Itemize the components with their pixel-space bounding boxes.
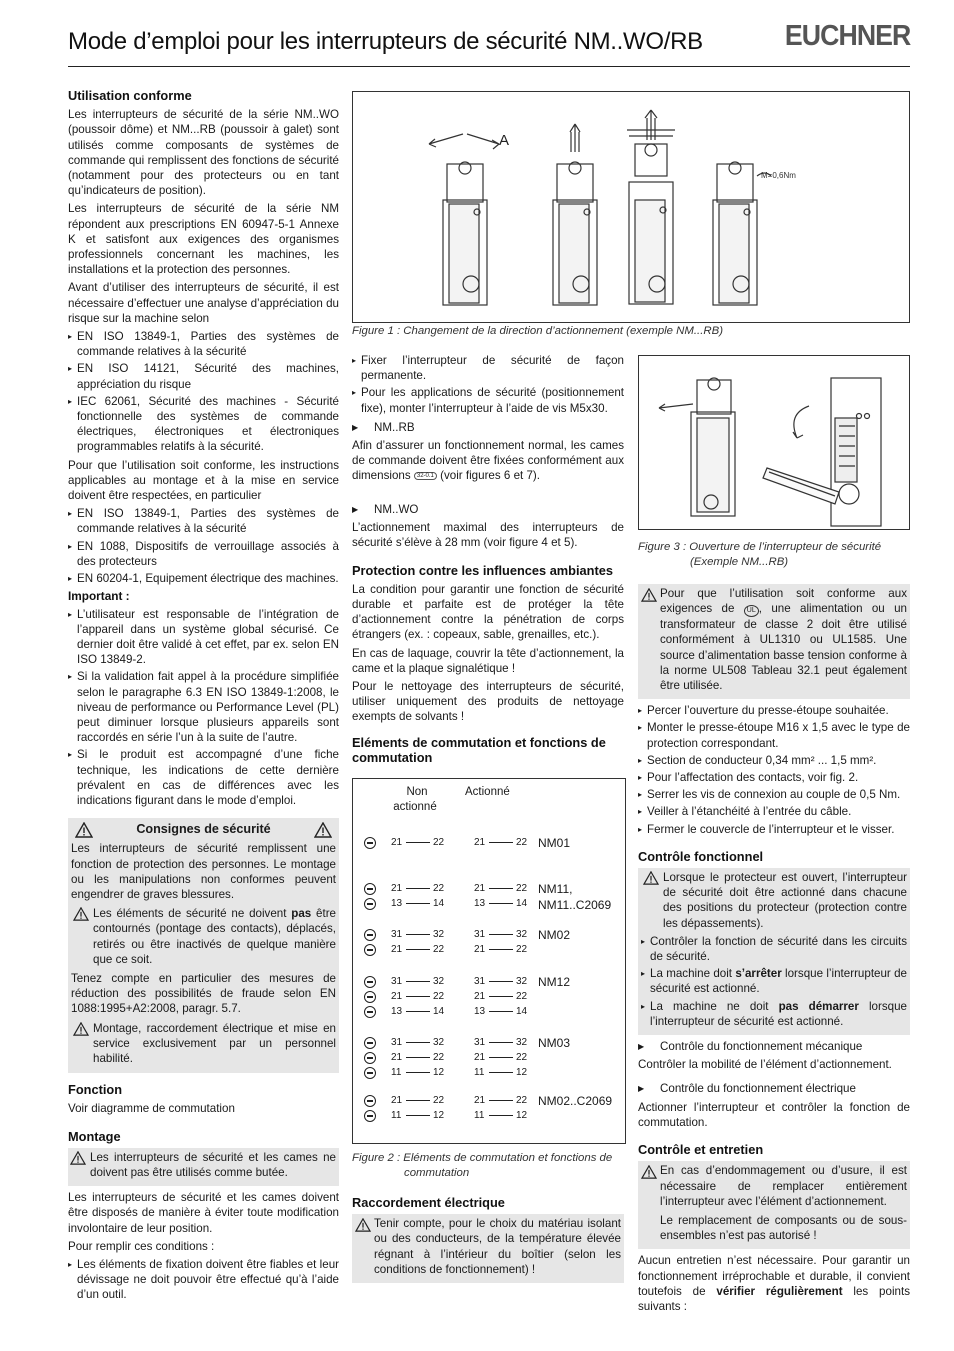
contact-line bbox=[406, 949, 430, 951]
warning-text: Les interrupteurs de sécurité et les cames ne doivent pas être utilisés comme butée. bbox=[90, 1150, 336, 1179]
contact-number: 31 bbox=[474, 976, 486, 987]
contact-number: 21 bbox=[474, 1095, 486, 1106]
mech-check-label: ▶ Contrôle du fonctionnement mécanique bbox=[638, 1039, 910, 1054]
standards-list bbox=[68, 329, 339, 455]
contact-number: 31 bbox=[391, 929, 403, 940]
page-title: Mode d’emploi pour les interrupteurs de sécurité NM..WO/RB bbox=[68, 28, 703, 55]
contact-line bbox=[406, 842, 430, 844]
contact-line bbox=[489, 842, 513, 844]
switch-type-label: NM01 bbox=[538, 836, 571, 850]
contact-line bbox=[406, 1042, 430, 1044]
warning-text: Pour que l’utilisation soit conforme aux exigences de UL , une alimentation ou un transformateur de classe 2 doit être utilisé conformément à UL1310 ou UL1585. Une source d’alimentation basse tension conforme à la norme UL508 Tableau 32.1 peut également être utilisée. bbox=[660, 587, 907, 693]
contact-line bbox=[489, 903, 513, 905]
warning-icon bbox=[641, 1165, 657, 1179]
dimension-badge: 32-0.1 bbox=[414, 472, 437, 480]
contact-number: 11 bbox=[391, 1110, 402, 1121]
paragraph: Afin d’assurer un fonctionnement normal, les cames de commande doivent être fixées conformément aux dimensions 32-0.1 (voir figures 6 et 7). bbox=[352, 439, 624, 483]
list-item: ▸ Si la validation fait appel à la procédure simplifiée selon le paragraphe 6.3 EN ISO 13849-1:2008, le niveau de performance ou Performance Level (PL) peut diminuer lorsque plusieurs appareils sont raccordés en série l’un à la suite de l’autre. bbox=[68, 669, 339, 745]
contact-number: 32 bbox=[516, 976, 528, 987]
contact-symbol-icon bbox=[364, 929, 376, 941]
contact-number: 21 bbox=[391, 991, 403, 1002]
contact-number: 14 bbox=[516, 1006, 528, 1017]
warning-text: Montage, raccordement électrique et mise en service exclusivement par un personnel habilité. bbox=[93, 1021, 336, 1065]
warning-note bbox=[71, 906, 336, 967]
list-item: ▸ Monter le presse-étoupe M16 x 1,5 avec le type de protection correspondant. bbox=[638, 720, 910, 750]
contact-number: 22 bbox=[516, 944, 528, 955]
switch-type-label: NM11, bbox=[538, 882, 573, 896]
paragraph: Pour que l’utilisation soit conforme, les instructions applicables au montage et à la mise en service doivent être respectées, en particulier bbox=[68, 458, 339, 503]
ul-warning bbox=[638, 584, 910, 699]
contact-number: 12 bbox=[433, 1067, 445, 1078]
fixing-list bbox=[352, 353, 624, 416]
contact-number: 14 bbox=[433, 898, 445, 909]
warning-icon bbox=[70, 1151, 86, 1165]
list-item: ▸ Fixer l’interrupteur de sécurité de façon permanente. bbox=[352, 353, 624, 383]
column-middle bbox=[352, 353, 624, 769]
contact-number: 22 bbox=[433, 991, 445, 1002]
contact-symbol-icon bbox=[364, 1095, 376, 1107]
contact-number: 13 bbox=[474, 898, 486, 909]
contact-number: 32 bbox=[433, 929, 445, 940]
list-item: ▸ Serrer les vis de connexion au couple de 0,5 Nm. bbox=[638, 787, 910, 802]
switch-type-label: NM02..C2069 bbox=[538, 1094, 613, 1108]
figure-1 bbox=[352, 91, 910, 323]
heading-raccordement: Raccordement électrique bbox=[352, 1195, 505, 1210]
paragraph: La condition pour garantir une fonction de sécurité durable et parfaite est de protéger la tête d’actionnement contre la pénétration de corps étrangers (ex. : copeaux, sable, grenailles, etc.). bbox=[352, 582, 624, 642]
safety-box bbox=[68, 818, 339, 1073]
list-item: ▸ Percer l’ouverture du presse-étoupe souhaitée. bbox=[638, 703, 910, 718]
column-right bbox=[638, 582, 910, 1317]
warning-icon bbox=[73, 1022, 89, 1036]
contact-number: 11 bbox=[391, 1067, 402, 1078]
contact-line bbox=[489, 1042, 513, 1044]
contact-number: 22 bbox=[433, 837, 445, 848]
switch-opening-drawing bbox=[639, 356, 909, 529]
contact-symbol-icon bbox=[364, 1052, 376, 1064]
list-item: ▸ EN 1088, Dispositifs de verrouillage associés à des protecteurs bbox=[68, 539, 339, 569]
contact-number: 32 bbox=[433, 976, 445, 987]
warning-text: En cas d’endommagement ou d’usure, il est nécessaire de remplacer entièrement l’interrupteur avec l’élément d’actionnement. bbox=[660, 1164, 907, 1208]
contact-symbol-icon bbox=[364, 944, 376, 956]
contact-number: 11 bbox=[474, 1067, 485, 1078]
list-item: ▸ EN ISO 14121, Sécurité des machines, appréciation du risque bbox=[68, 361, 339, 391]
elec-check-label: ▶ Contrôle du fonctionnement électrique bbox=[638, 1081, 910, 1096]
brand-logo: EUCHNER bbox=[784, 20, 910, 52]
contact-number: 22 bbox=[516, 1052, 528, 1063]
contact-number: 22 bbox=[433, 1095, 445, 1106]
actuation-direction-drawing bbox=[353, 92, 909, 322]
contact-number: 22 bbox=[516, 1095, 528, 1106]
contact-symbol-icon bbox=[364, 1067, 376, 1079]
contact-line bbox=[406, 1100, 430, 1102]
warning-note bbox=[641, 870, 907, 931]
list-item: ▸ Section de conducteur 0,34 mm² ... 1,5 mm². bbox=[638, 753, 910, 768]
contact-number: 12 bbox=[433, 1110, 445, 1121]
paragraph: Avant d’utiliser des interrupteurs de sécurité, il est nécessaire d’effectuer une analyse d’appréciation du risque sur la machine selon bbox=[68, 281, 339, 325]
warning-text: Le remplacement de composants ou de sous-ensembles n’est pas autorisé ! bbox=[660, 1213, 907, 1243]
list-item: ▸ IEC 62061, Sécurité des machines - Sécurité fonctionnelle des systèmes de commande électriques, électroniques et électroniques programmables relatifs à la sécurité. bbox=[68, 394, 339, 455]
contact-number: 21 bbox=[391, 1095, 403, 1106]
paragraph: Tenez compte en particulier des mesures de réduction des possibilités de fraude selon EN 1088:1995+A2:2008, paragr. 5.7. bbox=[71, 971, 336, 1016]
contact-line bbox=[489, 981, 513, 983]
nmrb-label: ▶ NM..RB bbox=[352, 420, 624, 435]
contact-number: 31 bbox=[474, 1037, 486, 1048]
contact-line bbox=[489, 888, 513, 890]
contact-number: 21 bbox=[391, 837, 403, 848]
heading-controle: Contrôle fonctionnel bbox=[638, 848, 764, 864]
contact-number: 14 bbox=[433, 1006, 445, 1017]
figure-3 bbox=[638, 355, 910, 530]
standards-list-2 bbox=[68, 506, 339, 586]
contact-number: 22 bbox=[516, 883, 528, 894]
list-item: ▸ EN ISO 13849-1, Parties des systèmes de commande relatives à la sécurité bbox=[68, 506, 339, 536]
heading-montage: Montage bbox=[68, 1128, 121, 1144]
contact-number: 32 bbox=[516, 1037, 528, 1048]
list-item: ▸ Fermer le couvercle de l’interrupteur et le visser. bbox=[638, 822, 910, 837]
control-list bbox=[641, 934, 907, 1029]
contact-line bbox=[406, 888, 430, 890]
paragraph: Les interrupteurs de sécurité de la série NM répondent aux prescriptions EN 60947-5-1 Annexe K et satisfont aux exigences des organismes professionnels concernant les machines, les installations et la protection des personnes. bbox=[68, 202, 339, 277]
contact-line bbox=[406, 1057, 430, 1059]
safety-heading bbox=[71, 820, 336, 841]
contact-number: 13 bbox=[391, 898, 403, 909]
col-actionne: Actionné bbox=[465, 786, 510, 798]
contact-number: 21 bbox=[474, 883, 486, 894]
warning-note bbox=[71, 1021, 336, 1067]
important-list bbox=[68, 607, 339, 809]
list-item: ▸ Si le produit est accompagné d’une fiche technique, les indications de cette dernière prévalent en cas de différences avec les indications figurant dans le mode d’emploi. bbox=[68, 747, 339, 808]
torque-label: M=0,6Nm bbox=[761, 171, 796, 180]
switch-type-label: NM02 bbox=[538, 928, 571, 942]
heading-utilisation: Utilisation conforme bbox=[68, 88, 192, 103]
paragraph: Les interrupteurs de sécurité de la série NM..WO (poussoir dôme) et NM...RB (poussoir à galet) sont utilisés comme composants de systèmes de commande qui remplissent des fonctions de sécurité (notamment pour des protecteurs ou en tant qu’indicateurs de position). bbox=[68, 108, 339, 198]
contact-number: 22 bbox=[516, 991, 528, 1002]
contact-number: 22 bbox=[516, 837, 528, 848]
warning-note bbox=[68, 1148, 339, 1186]
contact-number: 21 bbox=[474, 837, 486, 848]
control-box bbox=[638, 868, 910, 1035]
column-middle-bottom bbox=[352, 1195, 624, 1287]
paragraph: L’actionnement maximal des interrupteurs de sécurité s’élève à 28 mm (voir figure 4 et 5). bbox=[352, 521, 624, 550]
list-item: ▸ Pour les applications de sécurité (positionnement fixe), monter l’interrupteur à l’aide de vis M5x30. bbox=[352, 385, 624, 415]
safety-title: Consignes de sécurité bbox=[136, 822, 271, 837]
list-item: ▸ Les éléments de fixation doivent être fiables et leur dévissage ne doit pouvoir être effectué qu’à l’aide d’un outil. bbox=[68, 1257, 339, 1303]
warning-icon bbox=[641, 588, 657, 602]
contact-number: 21 bbox=[391, 944, 403, 955]
nmwo-label: ▶ NM..WO bbox=[352, 502, 624, 517]
list-item: ▸ Veiller à l’étanchéité à l’entrée du câble. bbox=[638, 804, 910, 819]
wiring-list bbox=[638, 703, 910, 837]
contact-line bbox=[406, 1011, 430, 1013]
contact-symbol-icon bbox=[364, 1006, 376, 1018]
contact-symbol-icon bbox=[364, 991, 376, 1003]
heading-fonction: Fonction bbox=[68, 1082, 123, 1098]
heading-entretien: Contrôle et entretien bbox=[638, 1142, 764, 1158]
contact-number: 13 bbox=[391, 1006, 403, 1017]
figure-1-caption: Figure 1 : Changement de la direction d’actionnement (exemple NM...RB) bbox=[352, 325, 724, 337]
contact-number: 22 bbox=[433, 1052, 445, 1063]
paragraph: Contrôler la mobilité de l’élément d’actionnement. bbox=[638, 1058, 892, 1072]
contact-number: 12 bbox=[516, 1110, 528, 1121]
montage-list bbox=[68, 1257, 339, 1303]
contact-symbol-icon bbox=[364, 1110, 376, 1122]
contact-line bbox=[406, 934, 430, 936]
list-item: ▸ La machine ne doit pas démarrer lorsque l’interrupteur de sécurité est actionné. bbox=[641, 999, 907, 1029]
contact-number: 22 bbox=[433, 883, 445, 894]
contact-number: 31 bbox=[391, 976, 403, 987]
contact-line bbox=[406, 903, 430, 905]
paragraph: Aucun entretien n’est nécessaire. Pour garantir un fonctionnement irréprochable et durable, il convient toutefois de vérifier régulièrement les points suivants : bbox=[638, 1254, 910, 1313]
col-non-actionne: actionné bbox=[393, 801, 437, 813]
figure-3-caption: Figure 3 : Ouverture de l’interrupteur de sécurité (Exemple NM...RB) bbox=[638, 541, 882, 569]
contact-number: 21 bbox=[391, 883, 403, 894]
col-non: Non bbox=[406, 786, 428, 798]
paragraph: Pour le nettoyage des interrupteurs de sécurité, utiliser uniquement des produits de nettoyage exempts de solvants ! bbox=[352, 679, 624, 724]
warning-icon bbox=[643, 871, 659, 885]
contact-line bbox=[406, 981, 430, 983]
label-a: A bbox=[499, 132, 510, 149]
list-item: ▸ EN ISO 13849-1, Parties des systèmes de commande relatives à la sécurité bbox=[68, 329, 339, 359]
paragraph: Pour remplir ces conditions : bbox=[68, 1239, 215, 1253]
warning-text: Lorsque le protecteur est ouvert, l’interrupteur de sécurité doit être actionné dans chacune des positions du protecteur (protection contre les dépassements). bbox=[663, 871, 907, 930]
list-item: ▸ Pour l’affectation des contacts, voir fig. 2. bbox=[638, 770, 910, 785]
contact-number: 31 bbox=[391, 1037, 403, 1048]
contact-number: 21 bbox=[474, 944, 486, 955]
list-item: ▸ L’utilisateur est responsable de l’intégration de l’appareil dans un système global sécurisé. Ce dernier doit être validé à cet effet, par ex. selon EN ISO 13849-2. bbox=[68, 607, 339, 668]
warning-icon bbox=[314, 822, 332, 838]
switch-type-label: NM11..C2069 bbox=[538, 898, 612, 912]
contact-number: 22 bbox=[433, 944, 445, 955]
contact-line bbox=[406, 1072, 430, 1074]
contact-number: 31 bbox=[474, 929, 486, 940]
contact-number: 12 bbox=[516, 1067, 528, 1078]
contact-number: 21 bbox=[391, 1052, 403, 1063]
list-item: ▸ La machine doit s’arrêter lorsque l’interrupteur de sécurité est actionné. bbox=[641, 966, 907, 996]
heading-protection: Protection contre les influences ambiantes bbox=[352, 562, 613, 578]
important-label: Important : bbox=[68, 589, 130, 604]
warning-text: Les éléments de sécurité ne doivent pas être contournés (pontage des contacts), déplacés, retirés ou être inactivés de quelque manière que ce soit. bbox=[93, 907, 337, 966]
contact-number: 13 bbox=[474, 1006, 486, 1017]
figure-2-caption: Figure 2 : Eléments de commutation et fonctions de commutation bbox=[352, 1152, 613, 1180]
warning-icon bbox=[75, 822, 93, 838]
paragraph: En cas de laquage, couvrir la tête d’actionnement, la came et la plaque signalétique ! bbox=[352, 646, 624, 675]
ul-mark-icon: UL bbox=[744, 605, 759, 617]
contact-symbol-icon bbox=[364, 898, 376, 910]
contact-symbol-icon bbox=[364, 1037, 376, 1049]
paragraph: Les interrupteurs de sécurité et les cames doivent être disposés de manière à éviter toute modification involontaire de leur position. bbox=[68, 1191, 339, 1235]
contact-number: 21 bbox=[474, 991, 486, 1002]
paragraph: Actionner l’interrupteur et contrôler la fonction de commutation. bbox=[638, 1100, 910, 1129]
figure-2-switching-diagram bbox=[352, 778, 626, 1144]
heading-elements: Eléments de commutation et fonctions de commutation bbox=[352, 734, 606, 765]
contact-line bbox=[489, 1011, 513, 1013]
contact-number: 11 bbox=[474, 1110, 485, 1121]
contact-number: 14 bbox=[516, 898, 528, 909]
contact-symbol-icon bbox=[364, 883, 376, 895]
contact-line bbox=[489, 934, 513, 936]
contact-line bbox=[489, 996, 513, 998]
warning-note bbox=[352, 1214, 624, 1283]
contact-number: 32 bbox=[516, 929, 528, 940]
list-item: ▸ Contrôler la fonction de sécurité dans les circuits de sécurité. bbox=[641, 934, 907, 964]
contact-line bbox=[489, 949, 513, 951]
contact-symbol-icon bbox=[364, 837, 376, 849]
switch-type-label: NM03 bbox=[538, 1036, 571, 1050]
contact-line bbox=[406, 1115, 430, 1117]
warning-icon bbox=[355, 1218, 371, 1232]
contact-line bbox=[489, 1057, 513, 1059]
warning-note bbox=[638, 1161, 910, 1249]
list-item: ▸ EN 60204-1, Equipement électrique des machines. bbox=[68, 571, 339, 586]
contact-number: 32 bbox=[433, 1037, 445, 1048]
warning-icon bbox=[73, 907, 89, 921]
contact-symbol-icon bbox=[364, 976, 376, 988]
contact-line bbox=[489, 1115, 513, 1117]
warning-text: Tenir compte, pour le choix du matériau isolant ou des conducteurs, de la température élevée régnant à l’intérieur du boîtier (selon les conditions de fonctionnement) ! bbox=[374, 1217, 621, 1276]
contact-line bbox=[489, 1100, 513, 1102]
column-left bbox=[68, 88, 339, 1306]
paragraph: Voir diagramme de commutation bbox=[68, 1102, 235, 1116]
contact-number: 21 bbox=[474, 1052, 486, 1063]
switch-type-label: NM12 bbox=[538, 975, 571, 989]
contact-line bbox=[406, 996, 430, 998]
paragraph: Les interrupteurs de sécurité remplissent une fonction de protection des personnes. Le montage ou les manipulations non conformes peuvent engendrer de graves blessures. bbox=[71, 842, 336, 901]
contact-line bbox=[489, 1072, 513, 1074]
page-header bbox=[68, 20, 910, 67]
